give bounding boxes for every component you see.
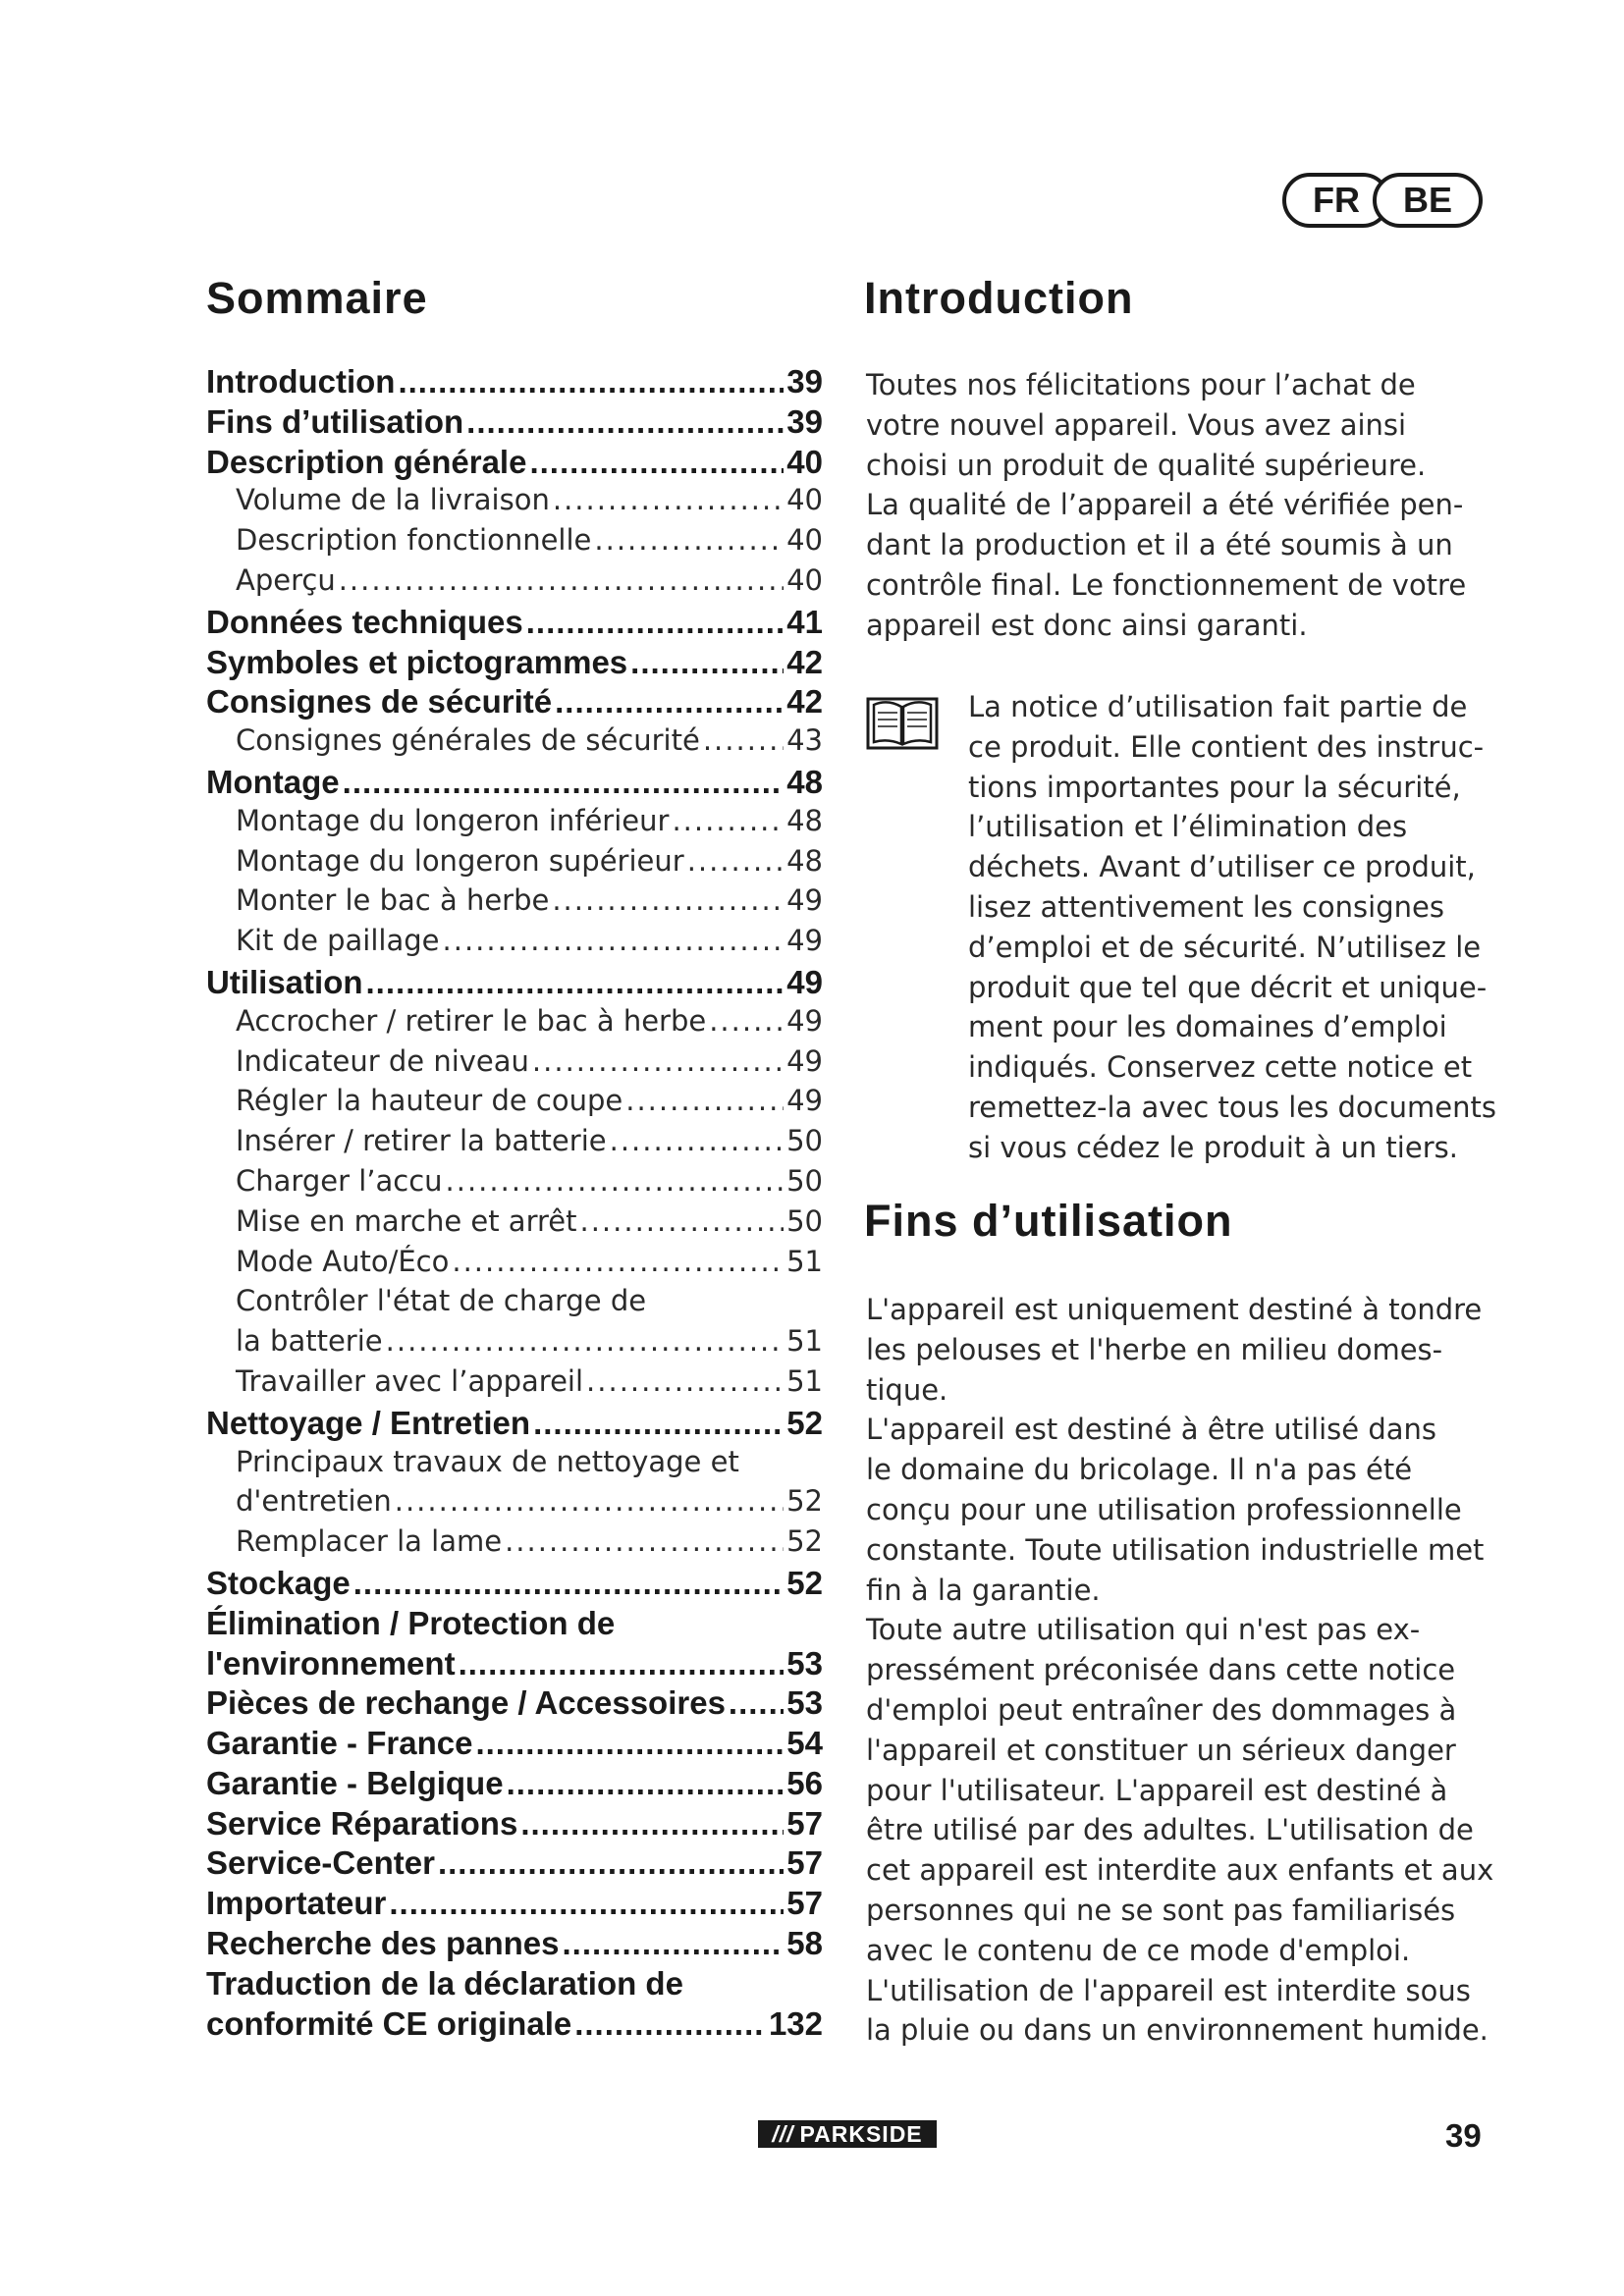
text-line: avec le contenu de ce mode d'emploi.	[866, 1933, 1411, 1967]
text-line: appareil est donc ainsi garanti.	[866, 608, 1308, 642]
toc-leader-dots	[552, 883, 784, 917]
brand-slashes: ///	[772, 2120, 794, 2147]
toc-entry	[206, 1645, 823, 1685]
toc-leader-dots	[505, 1524, 784, 1558]
toc-entry-page: 48	[786, 843, 823, 878]
toc-entry-label: Mode Auto/Éco	[236, 1244, 450, 1278]
text-line: produit que tel que décrit et unique-	[968, 970, 1488, 1004]
brand-name: PARKSIDE	[799, 2120, 923, 2147]
toc-entry-label: Kit de paillage	[236, 924, 440, 958]
toc-leader-dots	[555, 683, 784, 721]
toc-leader-dots	[532, 1044, 784, 1078]
toc-entry-label: Service-Center	[206, 1844, 435, 1882]
toc-entry-page: 49	[786, 1043, 823, 1078]
toc-entry-label: Service Réparations	[206, 1804, 518, 1842]
toc-entry-label: Montage du longeron supérieur	[236, 843, 684, 878]
toc-entry-page: 54	[786, 1725, 823, 1762]
toc-entry-page: 53	[786, 1684, 823, 1722]
toc-entry-label: Montage du longeron inférieur	[236, 803, 670, 837]
toc-entry-label: Symboles et pictogrammes	[206, 643, 628, 680]
lang-badge-be: BE	[1373, 173, 1483, 228]
text-line: remettez-la avec tous les documents	[968, 1090, 1496, 1124]
toc-entry-label: Consignes de sécurité	[206, 683, 553, 721]
toc-entry-page: 57	[786, 1844, 823, 1882]
text-line: les pelouses et l'herbe en milieu domes-	[866, 1332, 1443, 1366]
toc-entry-page: 52	[786, 1404, 823, 1441]
toc-entry-line: Contrôler l'état de charge de	[236, 1284, 647, 1318]
toc-entry-label: Volume de la livraison	[236, 483, 550, 517]
lang-badge-fr: FR	[1282, 173, 1390, 228]
toc-entry-page: 50	[786, 1163, 823, 1198]
text-line: La notice d’utilisation fait partie de	[968, 690, 1468, 723]
text-line: L'appareil est destiné à être utilisé dans	[866, 1413, 1437, 1447]
toc-entry-label: Consignes générales de sécurité	[236, 723, 700, 758]
toc-entry-label: Accrocher / retirer le bac à herbe	[236, 1003, 707, 1038]
toc-entry-page: 49	[786, 963, 823, 1000]
toc-entry	[206, 1324, 823, 1364]
toc-entry-label: Recherche des pannes	[206, 1925, 560, 1962]
toc-entry-page: 50	[786, 1124, 823, 1158]
toc-entry-label: Stockage	[206, 1564, 351, 1601]
text-line: être utilisé par des adultes. L'utilisation de	[866, 1813, 1474, 1847]
toc-leader-dots	[452, 1245, 784, 1278]
toc-entry	[206, 1044, 823, 1085]
toc-entry	[206, 1565, 823, 1605]
toc-leader-dots	[353, 1565, 785, 1602]
toc-entry-page: 51	[786, 1244, 823, 1278]
toc-leader-dots	[438, 1844, 784, 1882]
text-line: d’emploi et de sécurité. N’utilisez le	[968, 930, 1482, 964]
toc-entry	[206, 444, 823, 484]
toc-entry	[206, 1204, 823, 1245]
text-line: ce produit. Elle contient des instruc-	[968, 729, 1485, 764]
toc-leader-dots	[687, 844, 784, 878]
toc-leader-dots	[466, 403, 784, 441]
text-line: tions importantes pour la sécurité,	[968, 770, 1461, 804]
toc-entry	[206, 1524, 823, 1565]
toc-leader-dots	[443, 924, 785, 957]
introduction-paragraph	[866, 365, 1475, 646]
toc-entry-label: Garantie - France	[206, 1725, 473, 1762]
text-line: cet appareil est interdite aux enfants et aux	[866, 1853, 1494, 1888]
toc-entry	[206, 1124, 823, 1164]
toc-leader-dots	[709, 1004, 784, 1038]
toc-entry-label: Remplacer la lame	[236, 1524, 503, 1559]
toc-entry-page: 53	[786, 1644, 823, 1682]
toc-entry-label: Pièces de rechange / Accessoires	[206, 1684, 726, 1722]
toc-entry-label: Données techniques	[206, 603, 523, 640]
text-line: dant la production et il a été soumis à un	[866, 528, 1453, 562]
text-line: Toute autre utilisation qui n'est pas ex-	[866, 1613, 1421, 1647]
toc-leader-dots	[594, 523, 784, 557]
text-line: l’utilisation et l’élimination des	[968, 810, 1408, 844]
toc-entry	[206, 1245, 823, 1285]
text-line: l'appareil et constituer un sérieux danger	[866, 1733, 1456, 1767]
toc-entry-label: Monter le bac à herbe	[236, 883, 550, 918]
toc-entry-page: 43	[786, 723, 823, 758]
toc-entry	[206, 1925, 823, 1965]
toc-leader-dots	[386, 1324, 784, 1358]
toc-entry-line: Traduction de la déclaration de	[206, 1964, 683, 2002]
toc-entry	[206, 1004, 823, 1044]
toc-leader-dots	[446, 1164, 785, 1198]
text-line: L'appareil est uniquement destiné à tondre	[866, 1293, 1483, 1326]
toc-entry-page: 49	[786, 883, 823, 918]
toc-leader-dots	[625, 1084, 784, 1117]
toc-entry-page: 40	[786, 562, 823, 597]
toc-leader-dots	[610, 1124, 784, 1157]
toc-entry-label: d'entretien	[236, 1484, 392, 1519]
toc-entry-label: Régler la hauteur de coupe	[236, 1084, 623, 1118]
toc-entry	[206, 1364, 823, 1405]
toc-entry-page: 58	[786, 1925, 823, 1962]
toc-entry	[206, 1805, 823, 1845]
toc-entry	[206, 1885, 823, 1925]
toc-entry	[206, 804, 823, 844]
toc-leader-dots	[395, 1484, 784, 1518]
text-line: d'emploi peut entraîner des dommages à	[866, 1692, 1457, 1727]
text-line: contrôle final. Le fonctionnement de votre	[866, 567, 1467, 602]
text-line: fin à la garantie.	[866, 1573, 1101, 1607]
toc-leader-dots	[529, 444, 784, 481]
toc-entry	[206, 1684, 823, 1725]
toc-leader-dots	[533, 1405, 784, 1442]
table-of-contents	[206, 363, 823, 2045]
toc-entry	[206, 924, 823, 964]
toc-entry-page: 40	[786, 483, 823, 517]
toc-entry-page: 39	[786, 363, 823, 400]
toc-entry-page: 42	[786, 643, 823, 680]
toc-entry	[206, 844, 823, 884]
text-line: votre nouvel appareil. Vous avez ainsi	[866, 407, 1407, 442]
toc-entry-page: 49	[786, 924, 823, 958]
toc-entry	[206, 1405, 823, 1445]
toc-leader-dots	[526, 604, 785, 641]
toc-entry	[206, 523, 823, 563]
toc-entry-label: Insérer / retirer la batterie	[236, 1124, 607, 1158]
text-line: La qualité de l’appareil a été vérifiée pen-	[866, 488, 1464, 522]
toc-entry-label: l'environnement	[206, 1644, 456, 1682]
toc-entry-label: Description fonctionnelle	[236, 523, 592, 558]
toc-leader-dots	[729, 1684, 784, 1722]
text-line: conçu pour une utilisation professionnelle	[866, 1492, 1462, 1526]
toc-entry-page: 51	[786, 1324, 823, 1359]
text-line: si vous cédez le produit à un tiers.	[968, 1130, 1458, 1164]
toc-entry-page: 48	[786, 763, 823, 800]
toc-entry	[206, 1725, 823, 1765]
toc-entry-page: 41	[786, 603, 823, 640]
toc-entry	[206, 403, 823, 444]
toc-entry-label: Introduction	[206, 363, 396, 400]
toc-entry-label: Utilisation	[206, 963, 363, 1000]
text-line: constante. Toute utilisation industrielle met	[866, 1532, 1485, 1567]
toc-entry-label: Description générale	[206, 443, 527, 480]
text-line: indiqués. Conservez cette notice et	[968, 1050, 1473, 1085]
toc-entry-page: 56	[786, 1764, 823, 1801]
toc-leader-dots	[343, 764, 785, 801]
toc-entry-label: Indicateur de niveau	[236, 1043, 529, 1078]
toc-entry-page: 49	[786, 1003, 823, 1038]
toc-entry-line: Principaux travaux de nettoyage et	[236, 1444, 739, 1478]
introduction-heading: Introduction	[864, 273, 1134, 323]
toc-leader-dots	[398, 363, 784, 400]
toc-heading: Sommaire	[206, 273, 428, 323]
toc-entry	[206, 2005, 823, 2046]
text-line: choisi un produit de qualité supérieure.	[866, 448, 1427, 482]
toc-entry	[206, 1765, 823, 1805]
toc-entry-label: Charger l’accu	[236, 1163, 443, 1198]
notice-paragraph	[968, 687, 1496, 1168]
toc-entry	[206, 883, 823, 924]
toc-entry-label: Travailler avec l’appareil	[236, 1363, 584, 1398]
toc-entry-page: 39	[786, 402, 823, 440]
toc-leader-dots	[339, 563, 784, 597]
toc-entry-page: 57	[786, 1804, 823, 1842]
toc-entry	[206, 363, 823, 403]
toc-leader-dots	[563, 1925, 785, 1962]
toc-entry-label: Aperçu	[236, 562, 336, 597]
toc-entry-label: Mise en marche et arrêt	[236, 1203, 577, 1238]
text-line: lisez attentivement les consignes	[968, 889, 1444, 924]
toc-entry-label: Fins d’utilisation	[206, 402, 464, 440]
book-icon	[864, 693, 941, 756]
toc-entry-page: 52	[786, 1524, 823, 1559]
toc-entry-line: Élimination / Protection de	[206, 1604, 616, 1641]
toc-entry-page: 40	[786, 523, 823, 558]
toc-entry	[206, 604, 823, 644]
toc-leader-dots	[586, 1364, 784, 1398]
page-number: 39	[1445, 2117, 1482, 2154]
toc-entry	[206, 563, 823, 604]
toc-entry	[206, 964, 823, 1004]
toc-leader-dots	[507, 1765, 785, 1802]
text-line: le domaine du bricolage. Il n'a pas été	[866, 1453, 1413, 1487]
toc-entry-label: conformité CE originale	[206, 2004, 572, 2042]
toc-entry-page: 42	[786, 683, 823, 721]
text-line: pour l'utilisateur. L'appareil est destiné à	[866, 1773, 1448, 1807]
toc-leader-dots	[703, 723, 784, 757]
toc-entry	[206, 764, 823, 804]
text-line: déchets. Avant d’utiliser ce produit,	[968, 850, 1476, 884]
toc-entry	[206, 723, 823, 764]
toc-entry	[206, 1164, 823, 1204]
toc-entry-label: Garantie - Belgique	[206, 1764, 504, 1801]
text-line: Toutes nos félicitations pour l’achat de	[866, 368, 1416, 401]
toc-leader-dots	[672, 804, 784, 837]
toc-entry	[206, 1084, 823, 1124]
toc-entry-page: 48	[786, 803, 823, 837]
toc-entry-page: 50	[786, 1203, 823, 1238]
toc-leader-dots	[389, 1885, 784, 1922]
toc-entry-page: 51	[786, 1363, 823, 1398]
toc-entry-page: 57	[786, 1885, 823, 1922]
toc-entry-label: la batterie	[236, 1324, 383, 1359]
toc-leader-dots	[574, 2005, 766, 2043]
toc-entry-label: Nettoyage / Entretien	[206, 1404, 531, 1441]
text-line: pressément préconisée dans cette notice	[866, 1653, 1456, 1687]
fins-heading: Fins d’utilisation	[864, 1196, 1233, 1246]
text-line: personnes qui ne se sont pas familiarisés	[866, 1893, 1456, 1927]
toc-entry-page: 49	[786, 1084, 823, 1118]
toc-leader-dots	[366, 964, 785, 1001]
toc-leader-dots	[580, 1204, 785, 1238]
toc-entry	[206, 483, 823, 523]
toc-leader-dots	[553, 483, 784, 516]
toc-entry-page: 52	[786, 1564, 823, 1601]
toc-entry-page: 52	[786, 1484, 823, 1519]
toc-entry	[206, 683, 823, 723]
toc-entry-page: 132	[768, 2004, 823, 2042]
text-line: L'utilisation de l'appareil est interdite sous	[866, 1973, 1471, 2007]
text-line: ment pour les domaines d’emploi	[968, 1010, 1447, 1044]
fins-paragraph	[866, 1290, 1494, 2051]
toc-leader-dots	[630, 644, 784, 681]
toc-leader-dots	[459, 1645, 785, 1682]
toc-entry	[206, 1844, 823, 1885]
parkside-logo	[758, 2120, 937, 2148]
toc-entry-page: 40	[786, 443, 823, 480]
toc-entry	[206, 644, 823, 684]
toc-entry	[206, 1484, 823, 1524]
text-line: tique.	[866, 1372, 948, 1407]
text-line: la pluie ou dans un environnement humide.	[866, 2013, 1489, 2048]
toc-entry-label: Importateur	[206, 1885, 387, 1922]
toc-leader-dots	[475, 1725, 784, 1762]
toc-entry-label: Montage	[206, 763, 340, 800]
toc-leader-dots	[520, 1805, 784, 1842]
